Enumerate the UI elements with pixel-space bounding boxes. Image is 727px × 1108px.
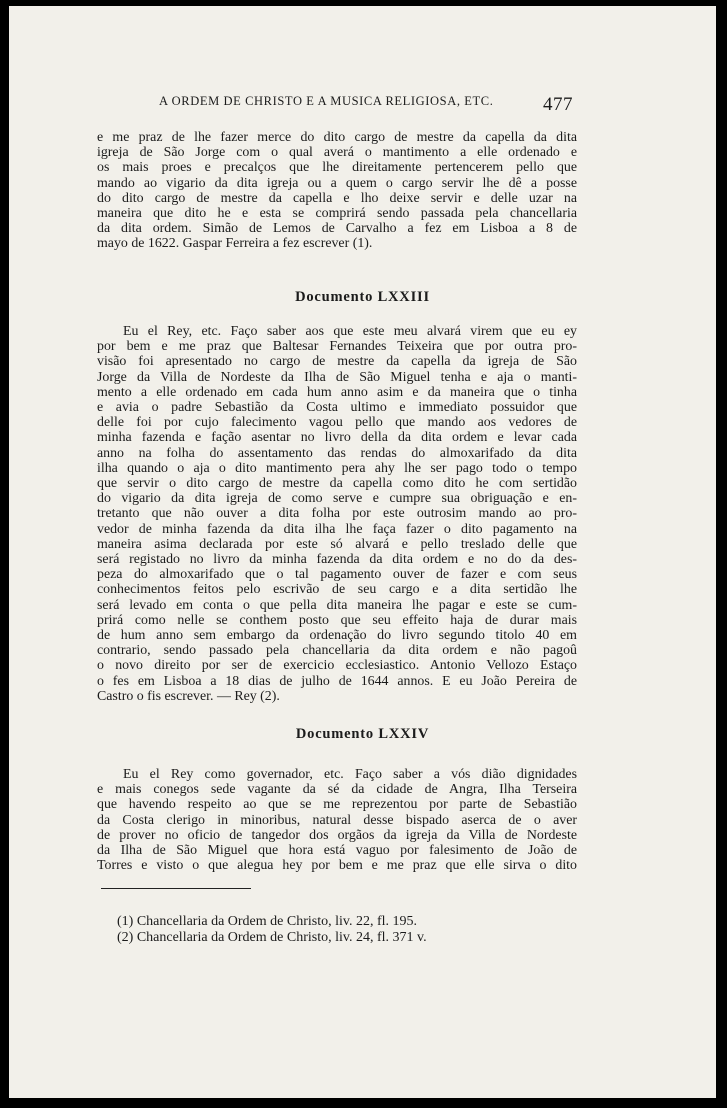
text-line: anno na folha do assentamento das rendas do almoxarifado da dita	[97, 445, 577, 461]
footnote-1: (1) Chancellaria da Ordem de Christo, liv. 22, fl. 195.	[117, 914, 418, 929]
text-line: que servir o dito cargo de mestre da capella como dito he com sertidão	[97, 476, 577, 492]
footnotes	[117, 914, 557, 946]
page-number: 477	[543, 94, 573, 115]
text-line: conhecimentos feitos pelo escrivão de seu cargo e a dita sertidão lhe	[97, 582, 577, 598]
text-line: de hum anno sem embargo da ordenação do livro segundo titolo 40 em	[97, 628, 577, 644]
text-line: será levado em conta o que pella dita maneira lhe pagar e este se cum-	[97, 597, 577, 613]
document-lxxiv-title: Documento LXXIV	[295, 726, 430, 742]
book-page	[9, 6, 716, 1098]
text-line: Jorge da Villa de Nordeste da Ilha de São Miguel tenha e aja o manti-	[97, 369, 577, 385]
text-line: por bem e me praz que Baltesar Fernandes Teixeira que por outra pro-	[97, 339, 577, 355]
text-line: vedor de minha fazenda da dita ilha lhe faça fazer o dito pagamento na	[97, 521, 577, 537]
document-lxxiii-text	[97, 324, 577, 704]
text-line: mento a elle ordenado em cada hum anno asim e da maneira que o tinha	[97, 384, 577, 400]
text-line: será registado no livro da minha fazenda da dita ordem e no do da des-	[97, 552, 577, 568]
footnote-2: (2) Chancellaria da Ordem de Christo, liv. 24, fl. 371 v.	[117, 930, 427, 945]
text-line: Torres e visto o que alegua hey por bem e me praz que elle sirva o dito	[97, 858, 577, 874]
text-line: de prover no oficio de tangedor dos orgãos da igreja da Villa de Nordeste	[97, 827, 577, 843]
text-line: mayo de 1622. Gaspar Ferreira a fez escrever (1).	[97, 236, 373, 252]
continuation-paragraph	[97, 130, 577, 252]
text-line: delle foi por cujo falecimento vagou pello que mando aos vedores de	[97, 415, 577, 431]
text-line: e avia o padre Sebastião da Costa ultimo e immediato possuidor que	[97, 400, 577, 416]
text-line: da Costa clerigo in minoribus, natural desse bispado aserca de o aver	[97, 812, 577, 828]
text-line: que havendo respeito ao que se me reprezentou por parte de Sebastião	[97, 797, 577, 813]
document-lxxiii-title: Documento LXXIII	[295, 289, 430, 305]
text-line: da dita ordem. Simão de Lemos de Carvalho a fez em Lisboa a 8 de	[97, 221, 577, 237]
text-line: contrario, sendo passado pela chancellaria da dita ordem e não pagoû	[97, 643, 577, 659]
text-line: mando ao vigario da dita igreja ou a quem o cargo servir lhe dê a posse	[97, 175, 577, 191]
text-line: Eu el Rey como governador, etc. Faço saber a vós dião dignidades	[123, 767, 577, 782]
text-line: maneira que dito he e esta se comprirá sendo passada pela chancellaria	[97, 206, 577, 222]
text-line: o fes em Lisboa a 18 dias de julho de 1644 annos. E eu João Pereira de	[97, 673, 577, 689]
running-head: A ORDEM DE CHRISTO E A MUSICA RELIGIOSA, ETC.	[159, 94, 494, 108]
text-line: do dito cargo de mestre da capella e lho deixe servir e delle uzar na	[97, 190, 577, 206]
text-line: e me praz de lhe fazer merce do dito cargo de mestre da capella da dita	[97, 130, 577, 145]
text-line: da Ilha de São Miguel que hora está vaguo por falesimento de João de	[97, 843, 577, 859]
text-line: maneira asima declarada por este só alvará e pello treslado delle que	[97, 536, 577, 552]
text-line: peza do almoxarifado que o tal pagamento ouver de fazer e com seus	[97, 567, 577, 583]
text-line: minha fazenda e fação asentar no livro della da dita ordem e levar cada	[97, 430, 577, 446]
text-line: do vigario da dita igreja de como serve e cumpre sua obriguação e en-	[97, 491, 577, 507]
document-lxxiv-text	[97, 767, 577, 873]
text-line: ilha quando o aja o dito mantimento pera ahy lhe ser pago todo o tempo	[97, 460, 577, 476]
text-line: prirá como nelle se conthem posto que seu effeito haja de durar mais	[97, 612, 577, 628]
footnote-rule	[101, 888, 251, 889]
text-line: tretanto que não ouver a dita folha por este outrosim mando ao pro-	[97, 506, 577, 522]
text-line: Castro o fis escrever. — Rey (2).	[97, 688, 280, 704]
text-line: e mais conegos sede vagante da sé da cidade de Angra, Ilha Terseira	[97, 782, 577, 798]
text-line: igreja de São Jorge com o qual averá o mantimento a elle ordenado e	[97, 145, 577, 161]
text-line: os mais proes e precalços que lhe direitamente pertencerem pello que	[97, 160, 577, 176]
text-line: o novo direito por ser de exercicio ecclesiastico. Antonio Vellozo Estaço	[97, 658, 577, 674]
text-line: Eu el Rey, etc. Faço saber aos que este meu alvará virem que eu ey	[123, 324, 577, 339]
text-line: visão foi apresentado no cargo de mestre da capella da igreja de São	[97, 354, 577, 370]
